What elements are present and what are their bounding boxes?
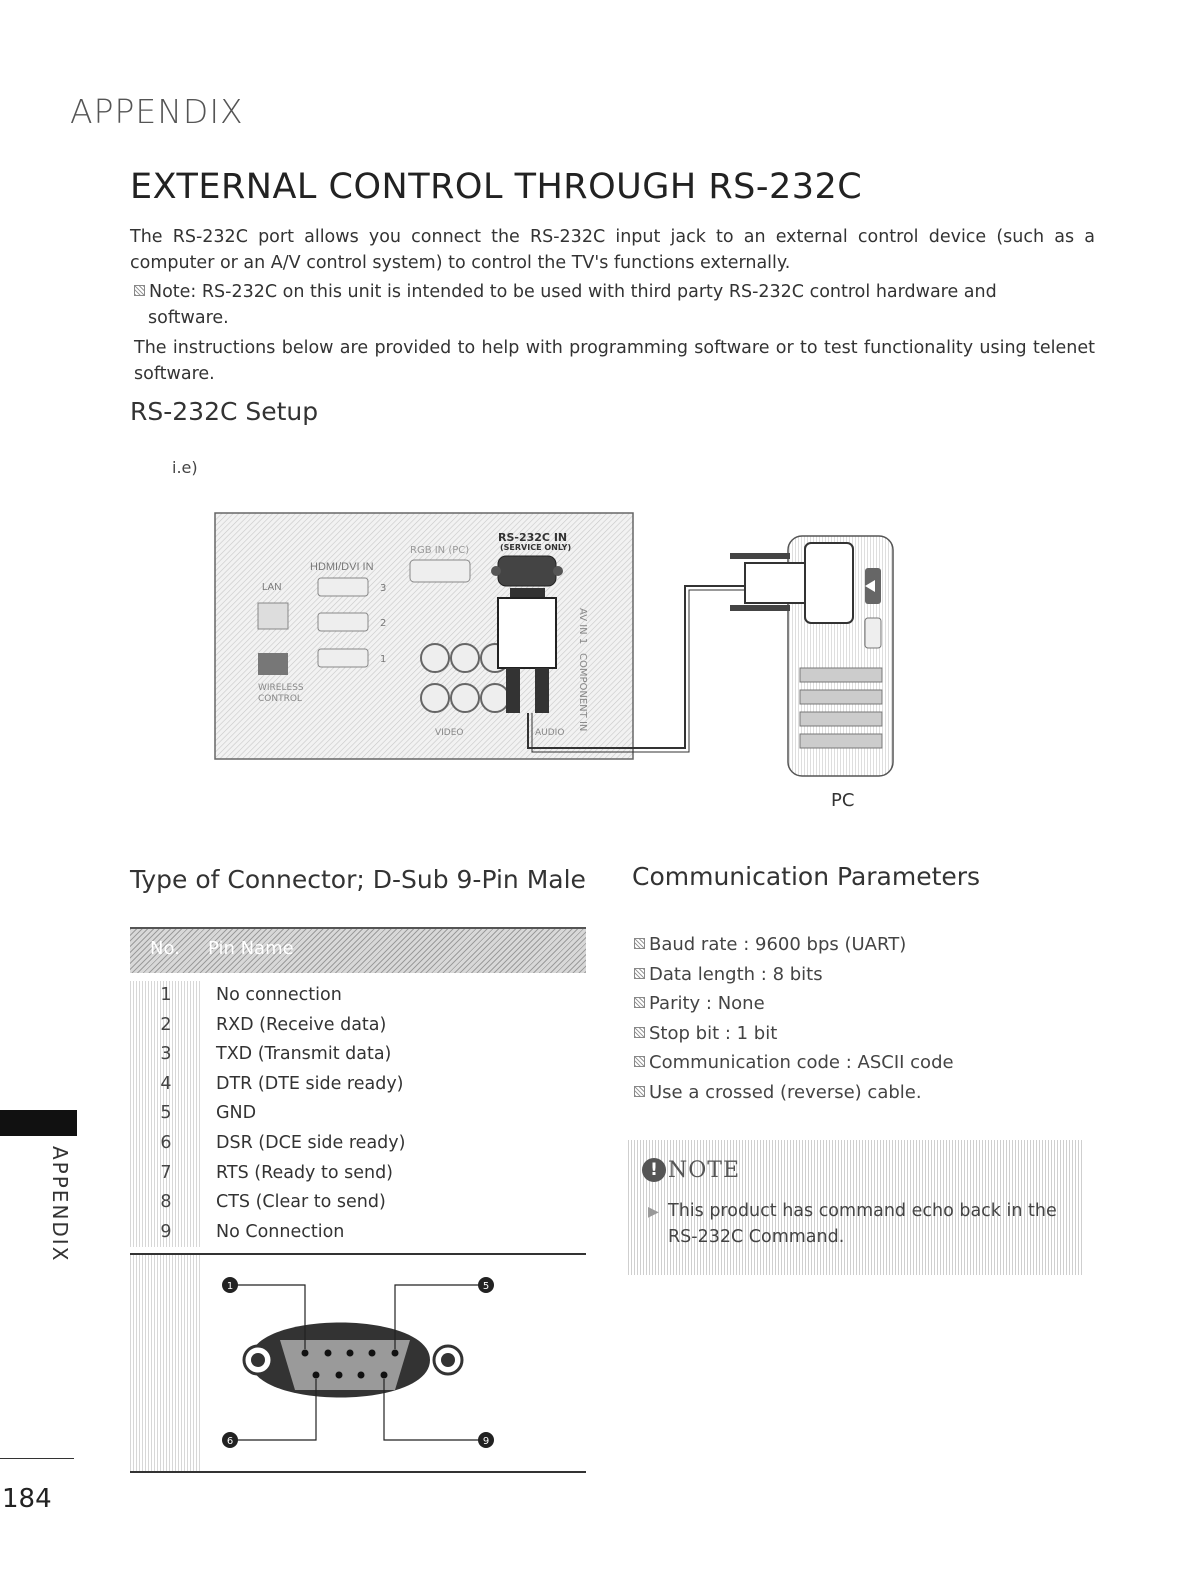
parameter-item [634,989,954,1019]
component-label: COMPONENT IN [577,653,588,732]
parameter-text: Use a crossed (reverse) cable. [649,1081,922,1103]
rs232c-port-label: RS-232C IN [498,531,568,544]
pin-rows [130,973,586,1247]
col-no: No. [150,938,180,959]
note-rest: software. [148,308,229,328]
table-row [130,981,586,1011]
callout-9-label: 9 [482,1436,490,1448]
table-row [130,1159,586,1189]
col-pin-name: Pin Name [208,938,294,959]
audio-label: AUDIO [535,728,565,738]
pin-name: CTS (Clear to send) [216,1192,386,1213]
pin-number: 3 [130,1040,202,1070]
pin-name: No connection [216,985,342,1005]
table-bottom-rule [130,1471,586,1473]
rgb-label: RGB IN (PC) [410,545,470,556]
bullet-icon [634,997,645,1008]
bullet-icon [634,1086,645,1097]
video-label: VIDEO [435,728,464,738]
lan-port [258,603,288,629]
side-tab-marker [0,1110,77,1136]
hdmi-num-3: 3 [380,583,387,594]
parameter-item [634,930,954,960]
communication-parameters [634,930,954,1108]
rs232c-setup-diagram [210,508,910,808]
ie-label: i.e) [172,458,198,477]
parameter-text: Communication code : ASCII code [649,1052,954,1074]
pin-number: 6 [130,1129,202,1159]
intro-paragraph: The RS-232C port allows you connect the RS-232C input jack to an external control device (such as a computer or an A/V control system) to control the TV's functions externally. [130,227,1095,273]
pin-number: 9 [130,1218,202,1248]
pin-name: TXD (Transmit data) [216,1044,392,1065]
table-row [130,1099,586,1129]
pin-name: DTR (DTE side ready) [216,1073,404,1094]
pin-number: 4 [130,1070,202,1100]
parameter-text: Parity : None [649,993,765,1015]
instructions-paragraph: The instructions below are provided to help with programming software or to test functionality using telenet software. [134,338,1095,384]
parameter-item [634,1048,954,1078]
hdmi-port-1 [318,649,368,667]
lan-label: LAN [262,582,282,593]
wireless-label-2: CONTROL [258,694,302,704]
note-first-line: Note: RS-232C on this unit is intended to be used with third party RS-232C control hardware and [149,282,997,302]
footer-rule [0,1458,74,1459]
exclamation-icon: ! [642,1158,666,1182]
hdmi-label: HDMI/DVI IN [310,561,374,573]
callout-6-label: 6 [226,1436,234,1448]
table-row [130,1188,586,1218]
rgb-port [410,560,470,582]
arrow-bullet-icon: ▶ [648,1204,659,1220]
wireless-port [258,653,288,675]
parameter-item [634,1019,954,1049]
pin-number: 1 [130,981,202,1011]
note-text: This product has command echo back in the RS-232C Command. [668,1201,1057,1247]
pc-label: PC [831,790,855,811]
wireless-label-1: WIRELESS [258,683,304,693]
parameter-text: Data length : 8 bits [649,963,823,985]
rs232c-service-label: (SERVICE ONLY) [500,543,572,552]
bullet-icon [634,1056,645,1067]
rs232c-port [498,556,556,586]
parameter-item [634,1078,954,1108]
setup-heading: RS-232C Setup [130,397,319,426]
section-heading: APPENDIX [70,92,244,131]
dsub9-connector-diagram [210,1265,510,1465]
parameter-text: Stop bit : 1 bit [649,1022,778,1044]
pin-name: No Connection [216,1221,345,1242]
av-label: AV IN 1 [577,608,588,645]
pin-number: 8 [130,1188,202,1218]
hdmi-num-1: 1 [380,654,387,665]
hdmi-port-2 [318,613,368,631]
pin-name: DSR (DCE side ready) [216,1132,406,1153]
pc-tower [730,536,893,776]
table-row [130,1070,586,1100]
connector-diagram-box [130,1255,586,1471]
connector-heading: Type of Connector; D-Sub 9-Pin Male [130,865,586,894]
bullet-icon [634,938,645,949]
page-number: 184 [2,1484,52,1514]
bullet-icon [634,1027,645,1038]
pin-name: GND [216,1103,257,1124]
note-paragraph [134,279,1095,331]
table-row [130,1040,586,1070]
tv-back-panel [215,513,633,759]
pin-name: RXD (Receive data) [216,1014,387,1035]
bullet-icon [634,968,645,979]
pin-number: 5 [130,1099,202,1129]
pin-name: RTS (Ready to send) [216,1162,394,1183]
callout-5-label: 5 [482,1281,490,1293]
hdmi-port-3 [318,578,368,596]
parameter-item [634,960,954,990]
pin-number: 7 [130,1159,202,1189]
table-row [130,1129,586,1159]
communication-heading: Communication Parameters [632,862,981,891]
pin-number: 2 [130,1011,202,1041]
callout-1-label: 1 [226,1281,234,1293]
note-title: NOTE [668,1158,741,1183]
pin-table [130,927,586,1473]
note-box [628,1140,1083,1275]
bullet-icon [134,285,145,296]
page-title: EXTERNAL CONTROL THROUGH RS-232C [130,167,863,207]
side-section-label: APPENDIX [48,1146,72,1263]
pin-table-header [130,927,586,973]
table-row [130,1011,586,1041]
parameter-text: Baud rate : 9600 bps (UART) [649,934,907,955]
table-row [130,1218,586,1248]
hdmi-num-2: 2 [380,618,387,629]
